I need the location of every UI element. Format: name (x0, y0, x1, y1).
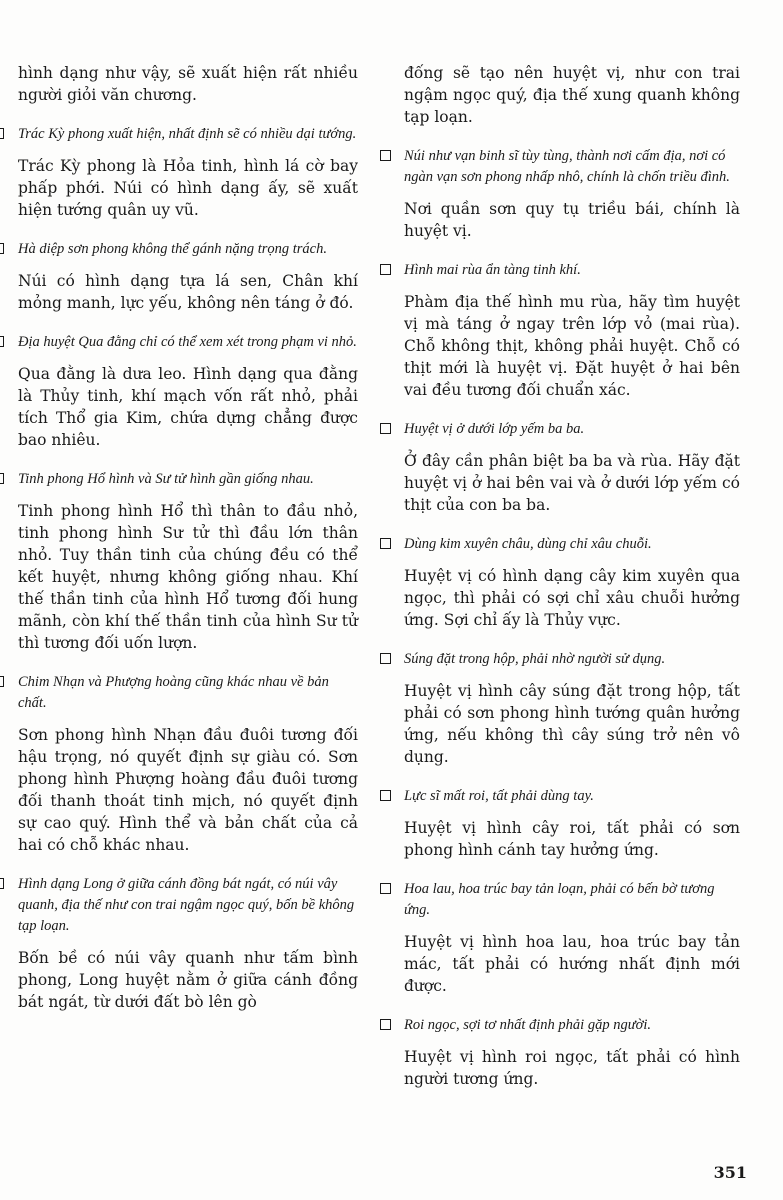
checkbox-bullet-icon (0, 473, 4, 484)
heading-text: Trác Kỳ phong xuất hiện, nhất định sẽ có nhiều dại tướng. (18, 126, 357, 142)
checkbox-bullet-icon (0, 878, 4, 889)
checkbox-bullet-icon (0, 128, 4, 139)
checkbox-bullet-icon (380, 1019, 391, 1030)
entry-qua-dang (18, 332, 358, 451)
checkbox-bullet-icon (380, 538, 391, 549)
entry-heading (404, 260, 740, 281)
heading-text: Địa huyệt Qua đằng chỉ có thể xem xét trong phạm vi nhỏ. (18, 334, 357, 350)
heading-text: Hà diệp sơn phong không thể gánh nặng trọng trách. (18, 241, 327, 257)
entry-heading (404, 879, 740, 921)
heading-text: Hình dạng Long ở giữa cánh đồng bát ngát, có núi vây quanh, địa thế như con trai ngậm ngọc quý, bốn bề không tạp loạn. (18, 876, 355, 934)
entry-heading (404, 146, 740, 188)
entry-body: Nơi quần sơn quy tụ triều bái, chính là huyệt vị. (404, 200, 740, 240)
heading-text: Hình mai rùa ẩn tàng tinh khí. (404, 262, 581, 278)
entry-van-binh-si (404, 146, 740, 242)
entry-body: Huyệt vị hình roi ngọc, tất phải có hình người tương ứng. (404, 1048, 740, 1088)
entry-body: Huyệt vị hình cây roi, tất phải có sơn phong hình cánh tay hưởng ứng. (404, 819, 740, 859)
entry-heading (18, 672, 358, 714)
checkbox-bullet-icon (0, 676, 4, 687)
entry-heading (404, 1015, 740, 1036)
left-column (18, 62, 358, 1031)
entry-heading (404, 534, 740, 555)
entry-heading (404, 786, 740, 807)
entry-body: Sơn phong hình Nhạn đầu đuôi tương đối hậu trọng, nó quyết định sự giàu có. Sơn phong hình Phượng hoàng đầu đuôi tương đối thanh thoát tinh mịch, nó quyết định sự cao quý. Hình thể và bản chất của cả hai có chỗ khác nhau. (18, 726, 358, 854)
checkbox-bullet-icon (380, 653, 391, 664)
entry-heading (18, 874, 358, 937)
entry-body: Núi có hình dạng tựa lá sen, Chân khí mỏng manh, lực yếu, không nên táng ở đó. (18, 272, 358, 312)
heading-text: Roi ngọc, sợi tơ nhất định phải gặp người. (404, 1017, 652, 1033)
entry-heading (404, 419, 740, 440)
heading-text: Hoa lau, hoa trúc bay tản loạn, phải có bến bờ tương ứng. (404, 881, 715, 918)
entry-sung-trong-hop (404, 649, 740, 768)
entry-body: Huyệt vị hình cây súng đặt trong hộp, tất phải có sơn phong hình tướng quân hưởng ứng, nếu không thì cây súng trở nên vô dụng. (404, 682, 740, 766)
entry-body: Bốn bề có núi vây quanh như tấm bình phong, Long huyệt nằm ở giữa cánh đồng bát ngát, từ dưới đất bò lên gò (18, 949, 358, 1011)
checkbox-bullet-icon (380, 423, 391, 434)
right-column (404, 62, 740, 1108)
heading-text: Lực sĩ mất roi, tất phải dùng tay. (404, 788, 594, 804)
entry-body: Phàm địa thế hình mu rùa, hãy tìm huyệt vị mà táng ở ngay trên lớp vỏ (mai rùa). Chỗ không thịt, không phải huyệt. Chỗ có thịt mới là huyệt vị. Đặt huyệt ở hai bên vai đều tương đối chuẩn xác. (404, 293, 740, 399)
entry-hoa-lau-hoa-truc (404, 879, 740, 997)
entry-trac-ky-phong (18, 124, 358, 221)
left-intro-paragraph: hình dạng như vậy, sẽ xuất hiện rất nhiều người giỏi văn chương. (18, 64, 358, 104)
entry-luc-si-mat-roi (404, 786, 740, 861)
entry-heading (18, 124, 358, 145)
entry-nhan-phuong-hoang (18, 672, 358, 856)
checkbox-bullet-icon (380, 150, 391, 161)
entry-body: Qua đằng là dưa leo. Hình dạng qua đằng là Thủy tinh, khí mạch vốn rất nhỏ, phải tích Thổ gia Kim, chứa dựng chẳng được bao nhiêu. (18, 365, 358, 449)
entry-body: Huyệt vị hình hoa lau, hoa trúc bay tản mác, tất phải có hướng nhất định mới được. (404, 933, 740, 995)
entry-ha-diep-son-phong (18, 239, 358, 314)
checkbox-bullet-icon (380, 790, 391, 801)
entry-heading (404, 649, 740, 670)
entry-heading (18, 332, 358, 353)
entry-body: Trác Kỳ phong là Hỏa tinh, hình lá cờ bay phấp phới. Núi có hình dạng ấy, sẽ xuất hiện tướng quân uy vũ. (18, 157, 358, 219)
checkbox-bullet-icon (380, 883, 391, 894)
entry-ho-hinh-su-tu (18, 469, 358, 654)
entry-heading (18, 469, 358, 490)
entry-body: Huyệt vị có hình dạng cây kim xuyên qua ngọc, thì phải có sợi chỉ xâu chuỗi hưởng ứng. Sợi chỉ ấy là Thủy vực. (404, 567, 740, 629)
checkbox-bullet-icon (0, 243, 4, 254)
heading-text: Núi như vạn binh sĩ tùy tùng, thành nơi cấm địa, nơi có ngàn vạn sơn phong nhấp nhô, chính là chốn triều đình. (404, 148, 730, 185)
heading-text: Tinh phong Hổ hình và Sư tử hình gần giống nhau. (18, 471, 314, 487)
heading-text: Súng đặt trong hộp, phải nhờ người sử dụng. (404, 651, 666, 667)
checkbox-bullet-icon (380, 264, 391, 275)
entry-mai-rua (404, 260, 740, 401)
entry-body: Tinh phong hình Hổ thì thân to đầu nhỏ, tinh phong hình Sư tử thì đầu lớn thân nhỏ. Tuy thần tinh của chúng đều có thể kết huyệt, nhưng không giống nhau. Khí thế thần tinh của hình Hổ tương đối hung mãnh, còn khí thế thần tinh của hình Sư tử thì tương đối uốn lượn. (18, 502, 358, 652)
entry-roi-ngoc (404, 1015, 740, 1090)
right-intro-paragraph: đống sẽ tạo nên huyệt vị, như con trai ngậm ngọc quý, địa thế xung quanh không tạp loạn. (404, 64, 740, 126)
heading-text: Huyệt vị ở dưới lớp yếm ba ba. (404, 421, 585, 437)
entry-yem-ba-ba (404, 419, 740, 516)
entry-body: Ở đây cần phân biệt ba ba và rùa. Hãy đặt huyệt vị ở hai bên vai và ở dưới lớp yếm có thịt của con ba ba. (404, 452, 740, 514)
entry-long-canh-dong (18, 874, 358, 1013)
entry-kim-xuyen-chau (404, 534, 740, 631)
page-number: 351 (713, 1163, 747, 1182)
heading-text: Dùng kim xuyên châu, dùng chỉ xâu chuỗi. (404, 536, 652, 552)
heading-text: Chim Nhạn và Phượng hoàng cũng khác nhau về bản chất. (18, 674, 329, 711)
entry-heading (18, 239, 358, 260)
checkbox-bullet-icon (0, 336, 4, 347)
